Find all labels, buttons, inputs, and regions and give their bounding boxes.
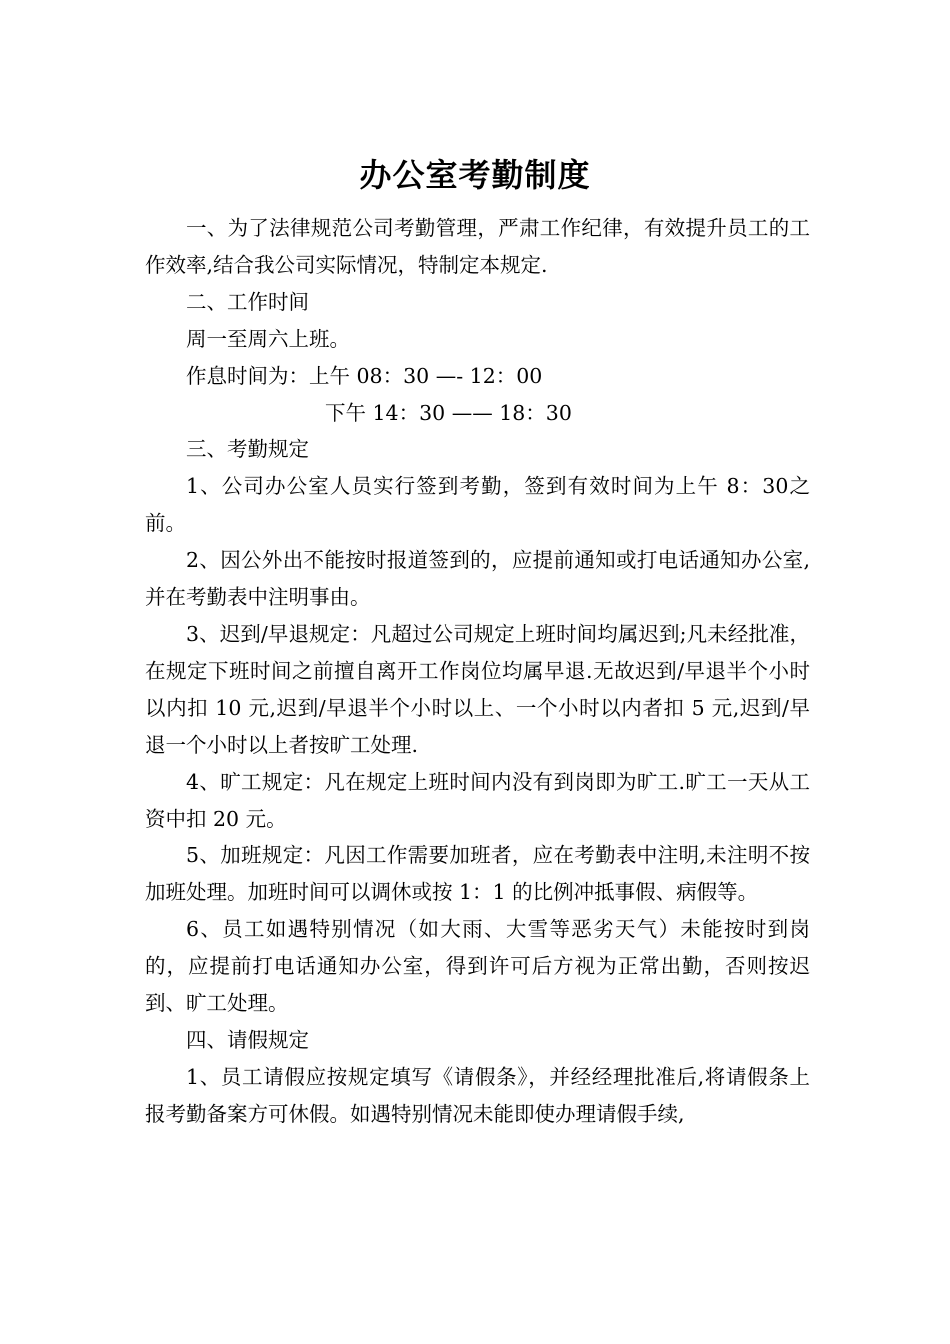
paragraph-intro: 一、为了法律规范公司考勤管理，严肃工作纪律，有效提升员工的工作效率,结合我公司实际情况，特制定本规定. xyxy=(145,216,810,277)
paragraph-workdays: 周一至周六上班。 xyxy=(186,326,350,351)
section-heading-leave: 四、请假规定 xyxy=(186,1027,309,1052)
document-title: 办公室考勤制度 xyxy=(359,156,591,194)
paragraph-afternoon-hours: 下午 14：30 —— 18：30 xyxy=(325,400,572,425)
paragraph-rule-1: 1、公司办公室人员实行签到考勤，签到有效时间为上午 8：30之前。 xyxy=(145,474,810,536)
section-heading-attendance: 三、考勤规定 xyxy=(186,437,309,462)
section-heading-work-time: 二、工作时间 xyxy=(186,289,309,314)
paragraph-rule-2: 2、因公外出不能按时报道签到的，应提前通知或打电话通知办公室,并在考勤表中注明事由。 xyxy=(145,548,810,610)
paragraph-leave-rule-1: 1、员工请假应按规定填写《请假条》，并经经理批准后,将请假条上报考勤备案方可休假。如遇特别情况未能即使办理请假手续, xyxy=(145,1064,810,1126)
paragraph-rule-6: 6、员工如遇特别情况（如大雨、大雪等恶劣天气）未能按时到岗的，应提前打电话通知办公室，得到许可后方视为正常出勤，否则按迟到、旷工处理。 xyxy=(145,917,810,1016)
paragraph-rule-3: 3、迟到/早退规定：凡超过公司规定上班时间均属迟到;凡未经批准，在规定下班时间之前擅自离开工作岗位均属早退.无故迟到/早退半个小时以内扣 10 元,迟到/早退半个小时以上、一个小时以内者扣 5 元,迟到/早退一个小时以上者按旷工处理. xyxy=(145,621,810,757)
paragraph-rule-5: 5、加班规定：凡因工作需要加班者，应在考勤表中注明,未注明不按加班处理。加班时间可以调休或按 1：1 的比例冲抵事假、病假等。 xyxy=(145,843,810,905)
paragraph-rule-4: 4、旷工规定：凡在规定上班时间内没有到岗即为旷工.旷工一天从工资中扣 20 元。 xyxy=(145,769,810,831)
document-body xyxy=(145,210,810,1133)
paragraph-morning-hours: 作息时间为：上午 08：30 —- 12：00 xyxy=(186,363,543,388)
